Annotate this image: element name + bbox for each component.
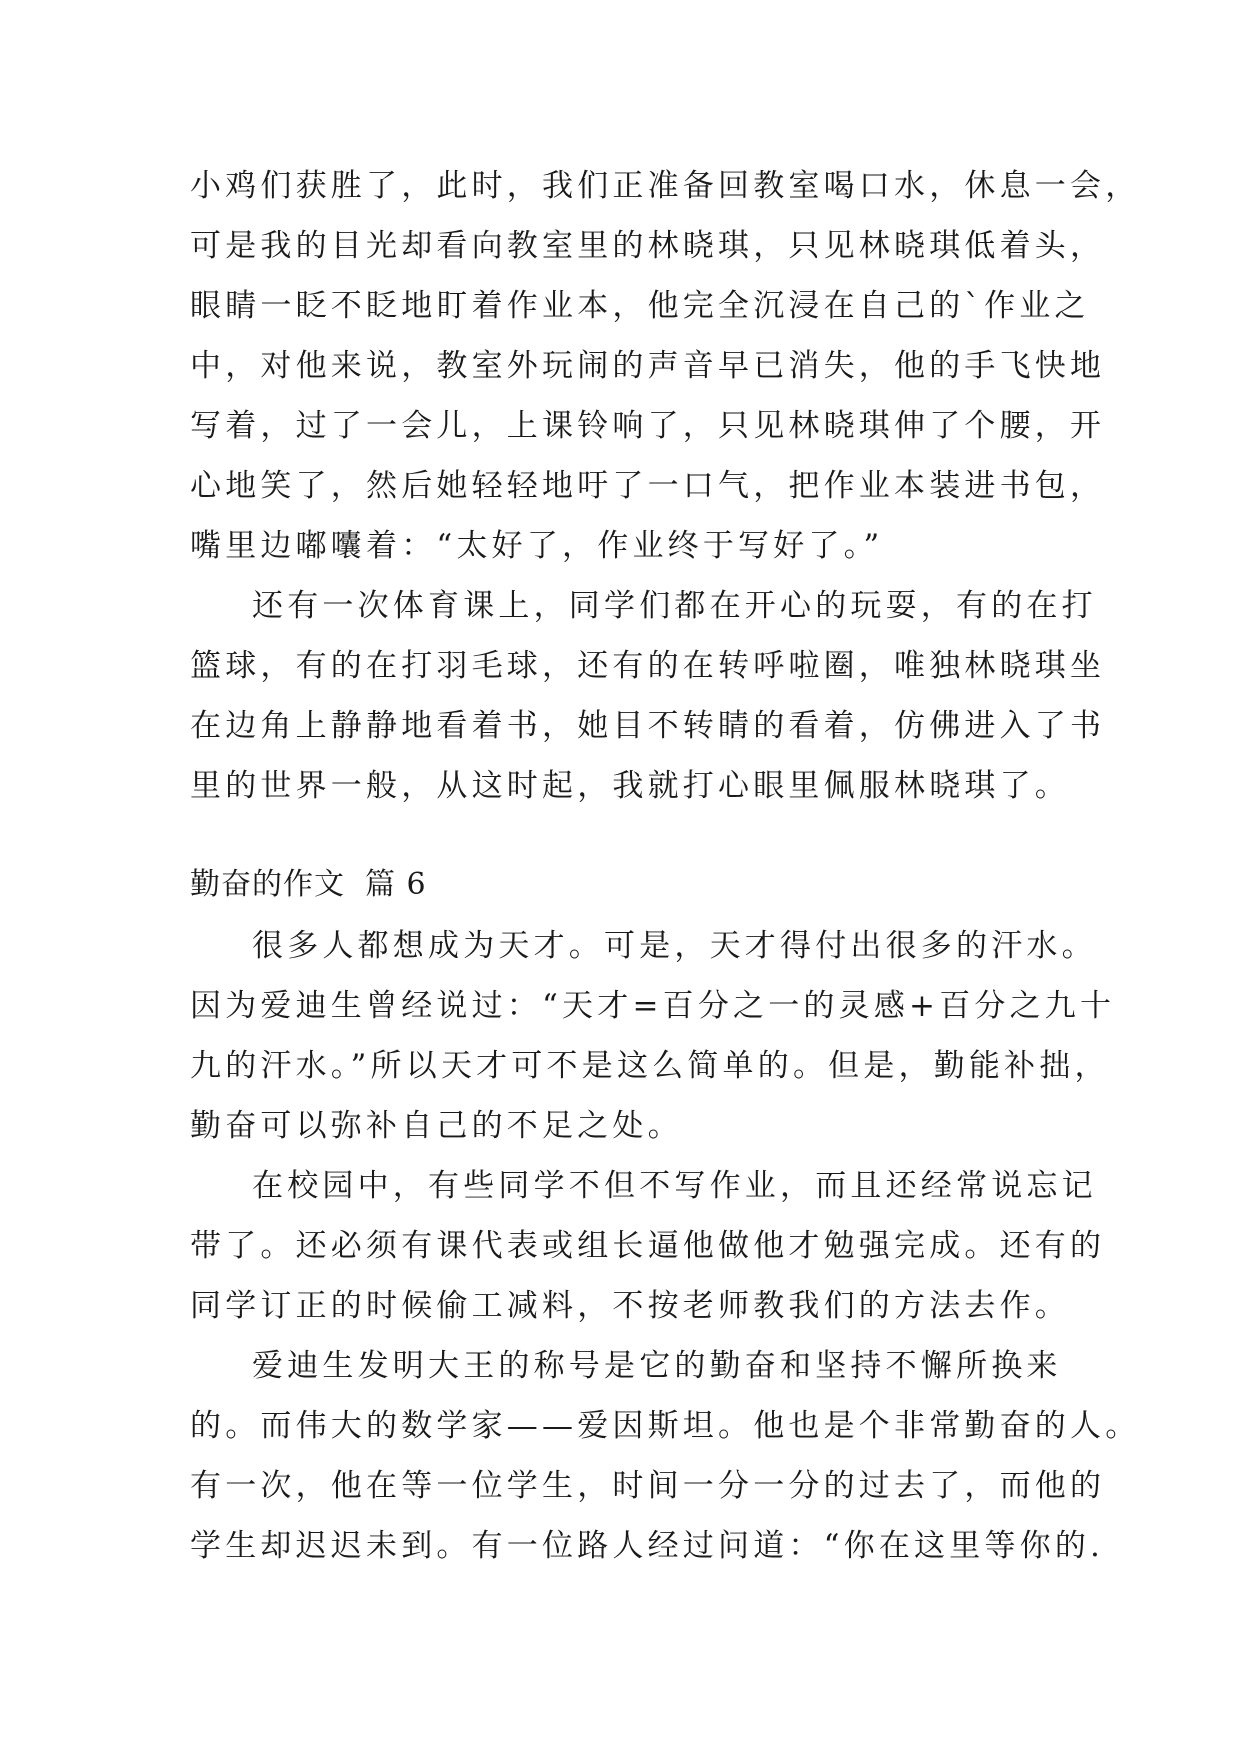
paragraph-line: 心地笑了，然后她轻轻地吁了一口气，把作业本装进书包， [190, 468, 1106, 504]
paragraph-line: 爱迪生发明大王的称号是它的勤奋和坚持不懈所换来 [252, 1348, 1062, 1384]
paragraph-line: 在校园中，有些同学不但不写作业，而且还经常说忘记 [252, 1168, 1097, 1204]
paragraph-line: 的。而伟大的数学家——爱因斯坦。他也是个非常勤奋的人。 [190, 1408, 1141, 1444]
paragraph-line: 眼睛一眨不眨地盯着作业本，他完全沉浸在自己的`作业之 [190, 288, 1090, 324]
paragraph-line: 中，对他来说，教室外玩闹的声音早已消失，他的手飞快地 [190, 348, 1106, 384]
paragraph-line: 有一次，他在等一位学生，时间一分一分的过去了，而他的 [190, 1468, 1106, 1504]
paragraph-line: 因为爱迪生曾经说过：“天才=百分之一的灵感+百分之九十 [190, 988, 1116, 1024]
paragraph-line: 九的汗水。”所以天才可不是这么简单的。但是，勤能补拙， [190, 1048, 1110, 1084]
paragraph-line: 还有一次体育课上，同学们都在开心的玩耍，有的在打 [252, 588, 1097, 624]
paragraph-line: 同学订正的时候偷工减料，不按老师教我们的方法去作。 [190, 1288, 1070, 1324]
paragraph-line: 很多人都想成为天才。可是，天才得付出很多的汗水。 [252, 928, 1097, 964]
paragraph-line: 嘴里边嘟囔着：“太好了，作业终于写好了。” [190, 528, 884, 564]
paragraph-line: 带了。还必须有课代表或组长逼他做他才勉强完成。还有的 [190, 1228, 1106, 1264]
paragraph-line: 在边角上静静地看着书，她目不转睛的看着，仿佛进入了书 [190, 708, 1106, 744]
paragraph-line: 里的世界一般，从这时起，我就打心眼里佩服林晓琪了。 [190, 768, 1070, 804]
paragraph-line: 勤奋可以弥补自己的不足之处。 [190, 1108, 683, 1144]
paragraph-line: 小鸡们获胜了，此时，我们正准备回教室喝口水，休息一会， [190, 168, 1141, 204]
paragraph-line: 篮球，有的在打羽毛球，还有的在转呼啦圈，唯独林晓琪坐 [190, 648, 1106, 684]
paragraph-line: 写着，过了一会儿，上课铃响了，只见林晓琪伸了个腰，开 [190, 408, 1106, 444]
essay-heading [190, 865, 427, 905]
essay-heading-title: 勤奋的作文 [190, 867, 345, 902]
paragraph-line: 学生却迟迟未到。有一位路人经过问道：“你在这里等你的. [190, 1528, 1105, 1564]
essay-heading-part: 篇 6 [365, 867, 427, 902]
paragraph-line: 可是我的目光却看向教室里的林晓琪，只见林晓琪低着头， [190, 228, 1106, 264]
